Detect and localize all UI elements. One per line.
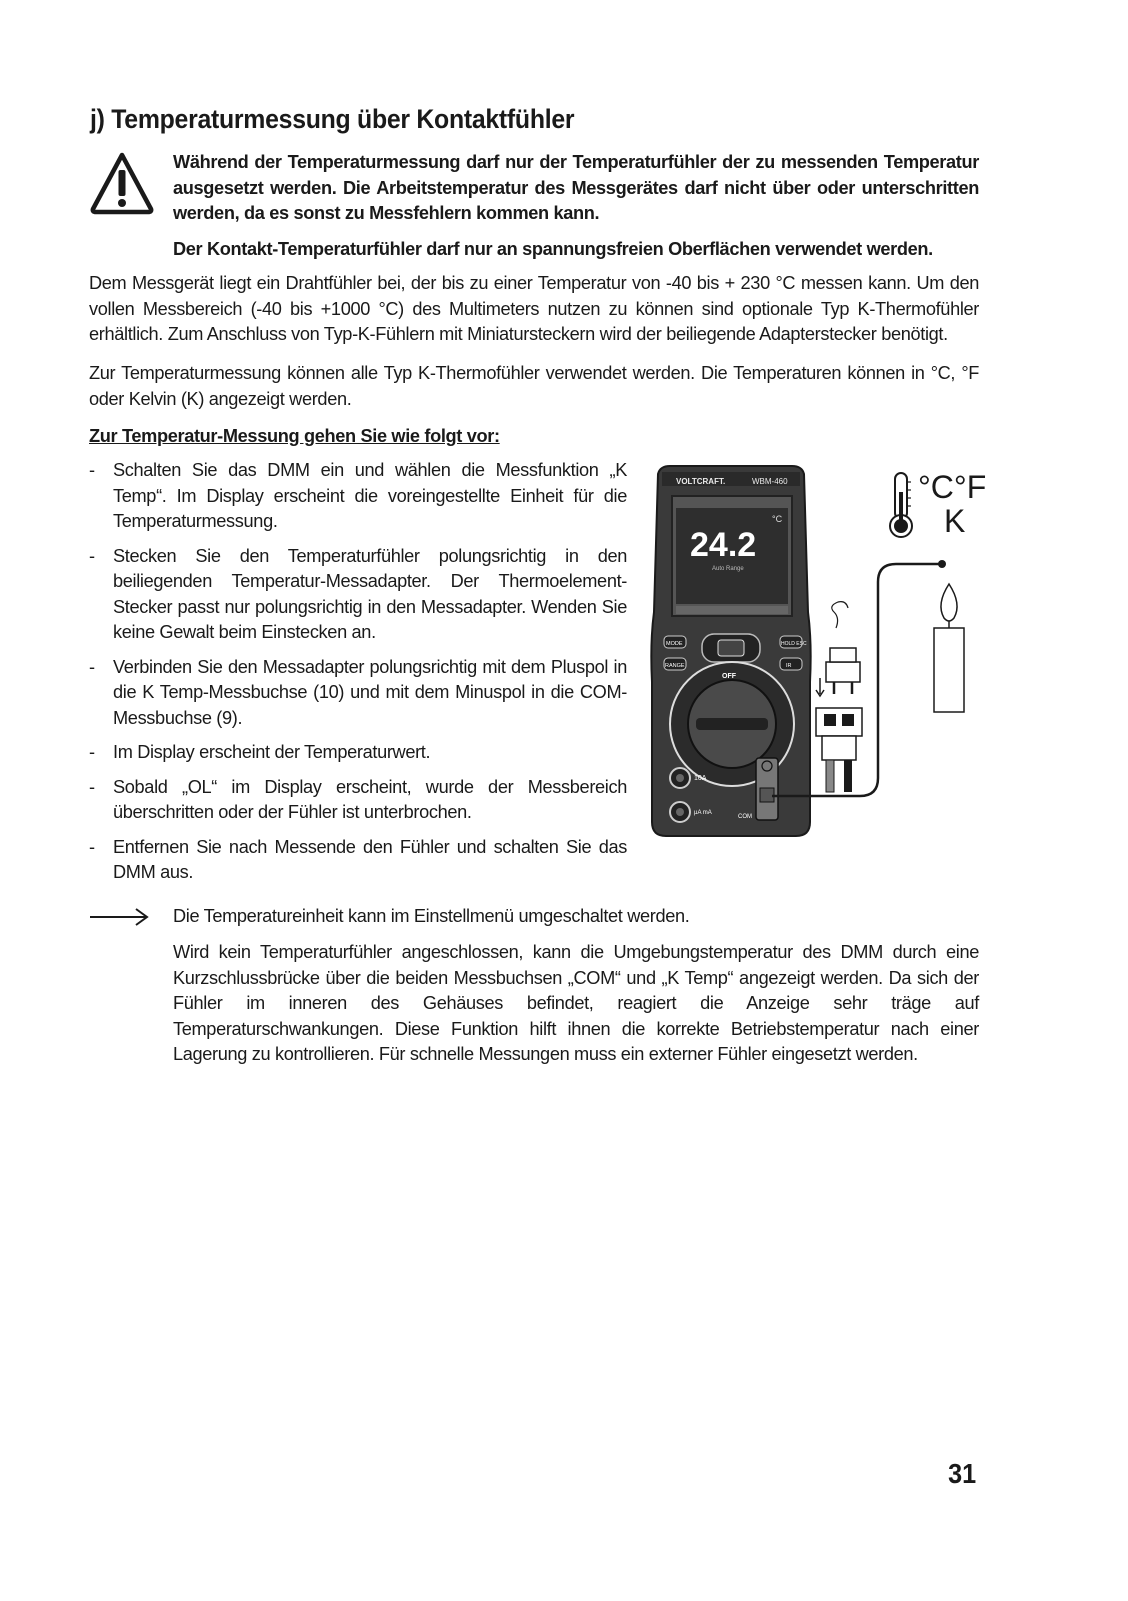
right-arrow-icon	[88, 906, 152, 928]
jack-10a-label: 10A	[694, 775, 707, 782]
range-button: RANGE	[665, 663, 685, 669]
warning-triangle-icon	[88, 150, 156, 216]
section-heading: j) Temperaturmessung über Kontaktfühler	[90, 104, 575, 134]
list-item: - Im Display erscheint der Temperaturwert.	[89, 742, 431, 762]
brand-label: VOLTCRAFT.	[676, 477, 726, 486]
procedure-steps	[89, 458, 627, 895]
off-label: OFF	[722, 673, 736, 680]
unit-label-cf: °C°F	[918, 469, 987, 505]
step-text: Stecken Sie den Temperaturfühler polungsrichtig in den beiliegenden Temperatur-Messadapter. Der Thermoelement-Stecker passt nur polungsrichtig in den Messadapter. Wenden Sie keine Gewalt beim Einstecken an.	[113, 545, 627, 642]
step-text: Sobald „OL“ im Display erscheint, wurde der Messbereich überschritten oder der Fühler ist unterbrochen.	[113, 776, 627, 822]
procedure-subheading: Zur Temperatur-Messung gehen Sie wie folgt vor:	[89, 426, 500, 446]
list-item: - Schalten Sie das DMM ein und wählen die Messfunktion „K Temp“. Im Display erscheint die voreingestellte Einheit für die Temperaturmessung.	[89, 460, 627, 531]
display-value: 24.2	[690, 526, 757, 564]
thermometer-icon	[885, 470, 917, 540]
list-item: - Verbinden Sie den Messadapter polungsrichtig mit dem Pluspol in die K Temp-Messbuchse (10) und mit dem Minuspol in die COM-Messbuchse (9).	[89, 656, 627, 728]
ambient-paragraph: Wird kein Temperaturfühler angeschlossen, kann die Umgebungstemperatur des DMM durch eine Kurzschlussbrücke über die beiden Messbuchsen „COM“ und „K Temp“ angezeigt werden. Da sich der Fühler im inneren des Gehäuses befindet, reagiert die Anzeige sehr träge auf Temperaturschwankungen. Diese Funktion hilft ihnen die korrekte Betriebstemperatur nach einer Lagerung zu kontrollieren. Für schnelle Messungen muss ein externer Fühler eingesetzt werden.	[173, 942, 979, 1064]
list-item: - Sobald „OL“ im Display erscheint, wurde der Messbereich überschritten oder der Fühler ist unterbrochen.	[89, 776, 627, 822]
step-text: Schalten Sie das DMM ein und wählen die Messfunktion „K Temp“. Im Display erscheint die voreingestellte Einheit für die Temperaturmessung.	[113, 460, 627, 531]
warning-text: Während der Temperaturmessung darf nur der Temperaturfühler der zu messenden Temperatur ausgesetzt werden. Die Arbeitstemperatur des Messgerätes darf nicht über oder unterschritten werden, da es sonst zu Messfehlern kommen kann.	[173, 152, 979, 223]
list-item: - Stecken Sie den Temperaturfühler polungsrichtig in den beiliegenden Temperatur-Messadapter. Der Thermoelement-Stecker passt nur polungsrichtig in den Messadapter. Wenden Sie keine Gewalt beim Einstecken an.	[89, 545, 627, 642]
step-text: Entfernen Sie nach Messende den Fühler und schalten Sie das DMM aus.	[113, 836, 627, 882]
ir-button: IR	[786, 663, 792, 669]
step-text: Im Display erscheint der Temperaturwert.	[113, 742, 431, 762]
jack-com-label: COM	[738, 814, 752, 820]
step-text: Verbinden Sie den Messadapter polungsrichtig mit dem Pluspol in die K Temp-Messbuchse (10) und mit dem Minuspol in die COM-Messbuchse (9).	[113, 656, 627, 728]
mode-button: MODE	[666, 641, 683, 647]
hold-button: HOLD ESC	[781, 641, 807, 647]
multimeter-figure	[640, 462, 985, 847]
page-number: 31	[947, 1458, 976, 1489]
model-label: WBM-460	[752, 477, 788, 486]
note-text: Die Temperatureinheit kann im Einstellmenü umgeschaltet werden.	[173, 906, 690, 926]
list-item: - Entfernen Sie nach Messende den Fühler und schalten Sie das DMM aus.	[89, 836, 627, 882]
jack-ua-label: µA mA	[694, 810, 712, 816]
display-range: Auto Range	[712, 566, 744, 572]
unit-label-k: K	[944, 503, 966, 539]
warning-text-surface: Der Kontakt-Temperaturfühler darf nur an spannungsfreien Oberflächen verwendet werden.	[173, 239, 933, 259]
display-unit: °C	[772, 514, 783, 524]
units-paragraph: Zur Temperaturmessung können alle Typ K-Thermofühler verwendet werden. Die Temperaturen können in °C, °F oder Kelvin (K) angezeigt werden.	[89, 363, 979, 409]
intro-paragraph: Dem Messgerät liegt ein Drahtfühler bei, der bis zu einer Temperatur von -40 bis + 230 °C messen kann. Um den vollen Messbereich (-40 bis +1000 °C) des Multimeters nutzen zu können sind optionale Typ K-Thermofühler erhältlich. Zum Anschluss von Typ-K-Fühlern mit Miniatursteckern wird der beiliegende Adapterstecker benötigt.	[89, 273, 979, 344]
